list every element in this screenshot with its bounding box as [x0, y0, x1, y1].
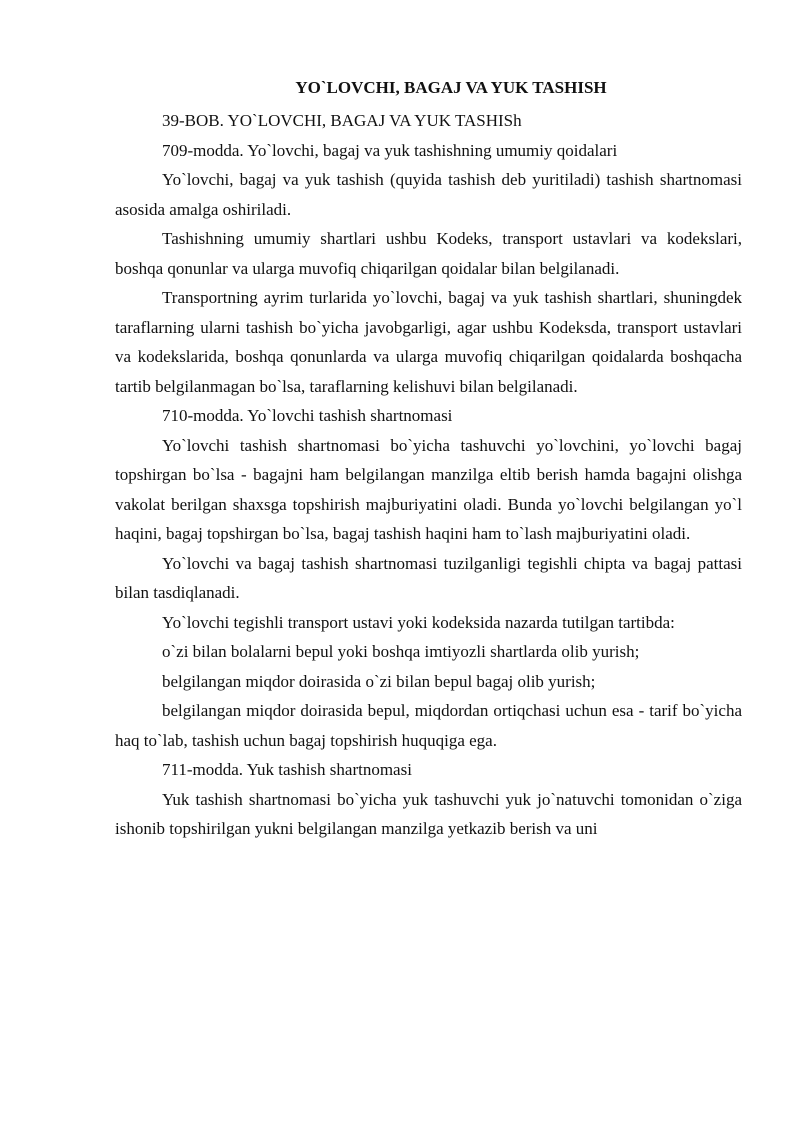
- article-710-heading: 710-modda. Yo`lovchi tashish shartnomasi: [162, 406, 453, 425]
- article-710-list-item-1: o`zi bilan bolalarni bepul yoki boshqa imtiyozli shartlarda olib yurish;: [162, 642, 640, 661]
- document-title: YO`LOVCHI, BAGAJ VA YUK TASHISH: [295, 78, 607, 97]
- article-710-list-item-2: belgilangan miqdor doirasida o`zi bilan bepul bagaj olib yurish;: [162, 671, 596, 691]
- chapter-heading: 39-BOB. YO`LOVCHI, BAGAJ VA YUK TASHISh: [162, 111, 522, 130]
- article-711-paragraph-1: Yuk tashish shartnomasi bo`yicha yuk tashuvchi yuk jo`natuvchi tomonidan o`ziga ishonib topshirilgan yukni belgilangan manzilga yetkazib berish va uni: [115, 789, 742, 838]
- article-709-paragraph-3: Transportning ayrim turlarida yo`lovchi, bagaj va yuk tashish shartlari, shuningdek taraflarning ularni tashish bo`yicha javobgarligi, agar ushbu Kodeksda, transport ustavlari va kodekslarida, boshqa qonunlarda va ularga muvofiq chiqarilgan qoidalarda boshqacha tartib belgilanmagan bo`lsa, taraflarning kelishuvi bilan belgilanadi.: [115, 288, 742, 396]
- article-709-heading: 709-modda. Yo`lovchi, bagaj va yuk tashishning umumiy qoidalari: [162, 140, 618, 160]
- article-710-paragraph-3: Yo`lovchi tegishli transport ustavi yoki kodeksida nazarda tutilgan tartibda:: [162, 612, 675, 632]
- article-710-list-item-3: belgilangan miqdor doirasida bepul, miqdordan ortiqchasi uchun esa - tarif bo`yicha haq to`lab, tashish uchun bagaj topshirish huquqiga ega.: [115, 701, 742, 750]
- article-710-paragraph-2: Yo`lovchi va bagaj tashish shartnomasi tuzilganligi tegishli chipta va bagaj pattasi bilan tasdiqlanadi.: [115, 553, 742, 602]
- document-page: [115, 76, 742, 844]
- article-710-paragraph-1: Yo`lovchi tashish shartnomasi bo`yicha tashuvchi yo`lovchini, yo`lovchi bagaj topshirgan bo`lsa - bagajni ham belgilangan manzilga eltib berish hamda bagajni olishga vakolat berilgan shaxsga topshirish majburiyatini oladi. Bunda yo`lovchi belgilangan yo`l haqini, bagaj topshirgan bo`lsa, bagaj tashish haqini ham to`lash majburiyatini oladi.: [115, 435, 742, 543]
- article-709-paragraph-1: Yo`lovchi, bagaj va yuk tashish (quyida tashish deb yuritiladi) tashish shartnomasi asosida amalga oshiriladi.: [115, 170, 742, 219]
- article-709-paragraph-2: Tashishning umumiy shartlari ushbu Kodeks, transport ustavlari va kodekslari, boshqa qonunlar va ularga muvofiq chiqarilgan qoidalar bilan belgilanadi.: [115, 229, 742, 278]
- article-711-heading: 711-modda. Yuk tashish shartnomasi: [162, 760, 412, 779]
